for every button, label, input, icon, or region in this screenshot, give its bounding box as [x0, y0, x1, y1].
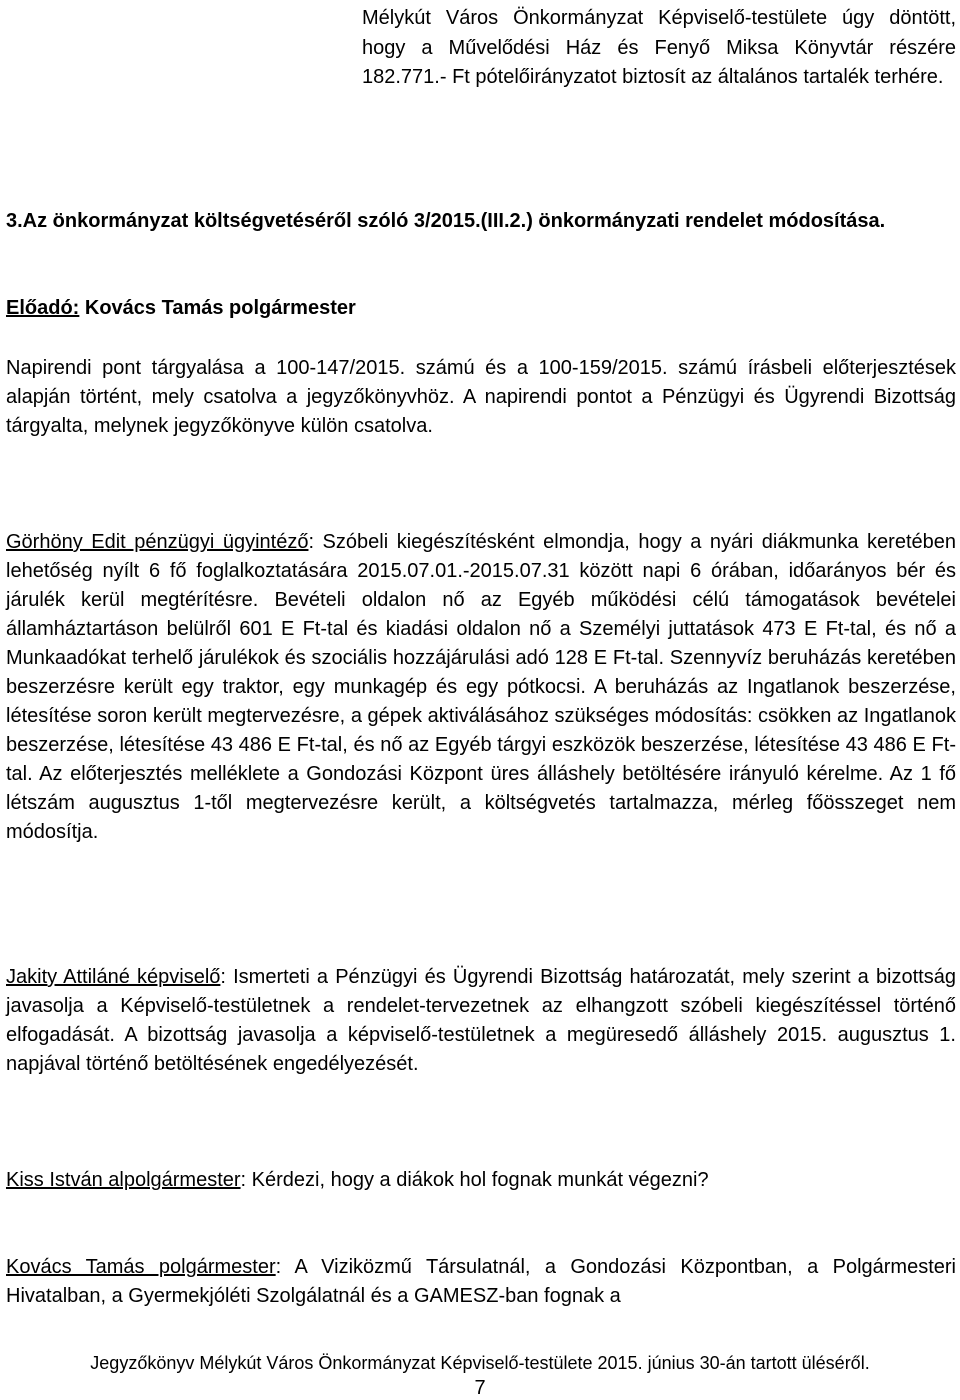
jakity-speaker: Jakity Attiláné képviselő — [6, 966, 221, 988]
presenter-name: Kovács Tamás polgármester — [79, 297, 356, 319]
kovacs-paragraph — [6, 1253, 956, 1311]
gorhony-speaker: Görhöny Edit pénzügyi ügyintéző — [6, 531, 309, 553]
kiss-paragraph — [6, 1166, 956, 1195]
napirendi-paragraph: Napirendi pont tárgyalása a 100-147/2015. számú és a 100-159/2015. számú írásbeli előterjesztések alapján történt, mely csatolva a jegyzőkönyvhöz. A napirendi pontot a Pénzügyi és Ügyrendi Bizottság tárgyalta, melynek jegyzőkönyve külön csatolva. — [6, 357, 956, 437]
jakity-text: : Ismerteti a Pénzügyi és Ügyrendi Bizottság határozatát, mely szerint a bizottság javasolja a Képviselő-testületnek a rendelet-tervezetnek az elhangzott szóbeli kiegészítéssel történő elfogadását. A bizottság javasolja a képviselő-testületnek a megüresedő álláshely 2015. augusztus 1. napjával történő betöltésének engedélyezését. — [6, 966, 956, 1075]
kovacs-text: : A Viziközmű Társulatnál, a Gondozási Központban, a Polgármesteri Hivatalban, a Gyermekjóléti Szolgálatnál és a GAMESZ-ban fognak a — [6, 1256, 956, 1307]
presenter-label: Előadó: — [6, 297, 80, 319]
kiss-text: : Kérdezi, hogy a diákok hol fognak munkát végezni? — [240, 1169, 709, 1191]
gorhony-text: : Szóbeli kiegészítésként elmondja, hogy a nyári diákmunka keretében lehetőség nyílt 6 fő foglalkoztatására 2015.07.01.-2015.07.31 között napi 6 órában, időarányos bér és járulék kerül megtérítésre. Bevételi oldalon nő az Egyéb működési célú támogatások bevételei államháztartáson belülről 601 E Ft-tal és kiadási oldalon nő a Személyi juttatások 473 E Ft-tal, és nő a Munkaadókat terhelő járulékok és szociális hozzájárulási adó 128 E Ft-tal. Szennyvíz beruházás keretében beszerzésre került egy traktor, egy munkagép és egy pótkocsi. A beruházás az Ingatlanok beszerzése, létesítése soron került megtervezésre, a gépek aktiválásához szükséges módosítás: csökken az Ingatlanok beszerzése, létesítése 43 486 E Ft-tal, és nő az Egyéb tárgyi eszközök beszerzése, létesítése 43 486 E Ft-tal. Az előterjesztés melléklete a Gondozási Központ üres álláshely betöltésére irányuló kérelme. Az 1 fő létszám augusztus 1-től megtervezésre került, a költségvetés tartalmazza, mérleg főösszeget nem módosítja. — [6, 531, 957, 843]
kiss-speaker: Kiss István alpolgármester — [6, 1169, 241, 1191]
jakity-paragraph — [6, 963, 956, 1079]
page-footer: Jegyzőkönyv Mélykút Város Önkormányzat Képviselő-testülete 2015. június 30-án tartott üléséről. — [90, 1353, 870, 1373]
presenter-line — [6, 294, 956, 323]
kovacs-speaker: Kovács Tamás polgármester — [6, 1256, 276, 1278]
agenda-heading: 3.Az önkormányzat költségvetéséről szóló 3/2015.(III.2.) önkormányzati rendelet módosítása. — [6, 210, 886, 232]
page-number: 7 — [474, 1377, 486, 1399]
intro-paragraph: Mélykút Város Önkormányzat Képviselő-testülete úgy döntött, hogy a Művelődési Ház és Fenyő Miksa Könyvtár részére 182.771.- Ft pótelőirányzatot biztosít az általános tartalék terhére. — [362, 7, 956, 88]
gorhony-paragraph — [6, 528, 956, 847]
